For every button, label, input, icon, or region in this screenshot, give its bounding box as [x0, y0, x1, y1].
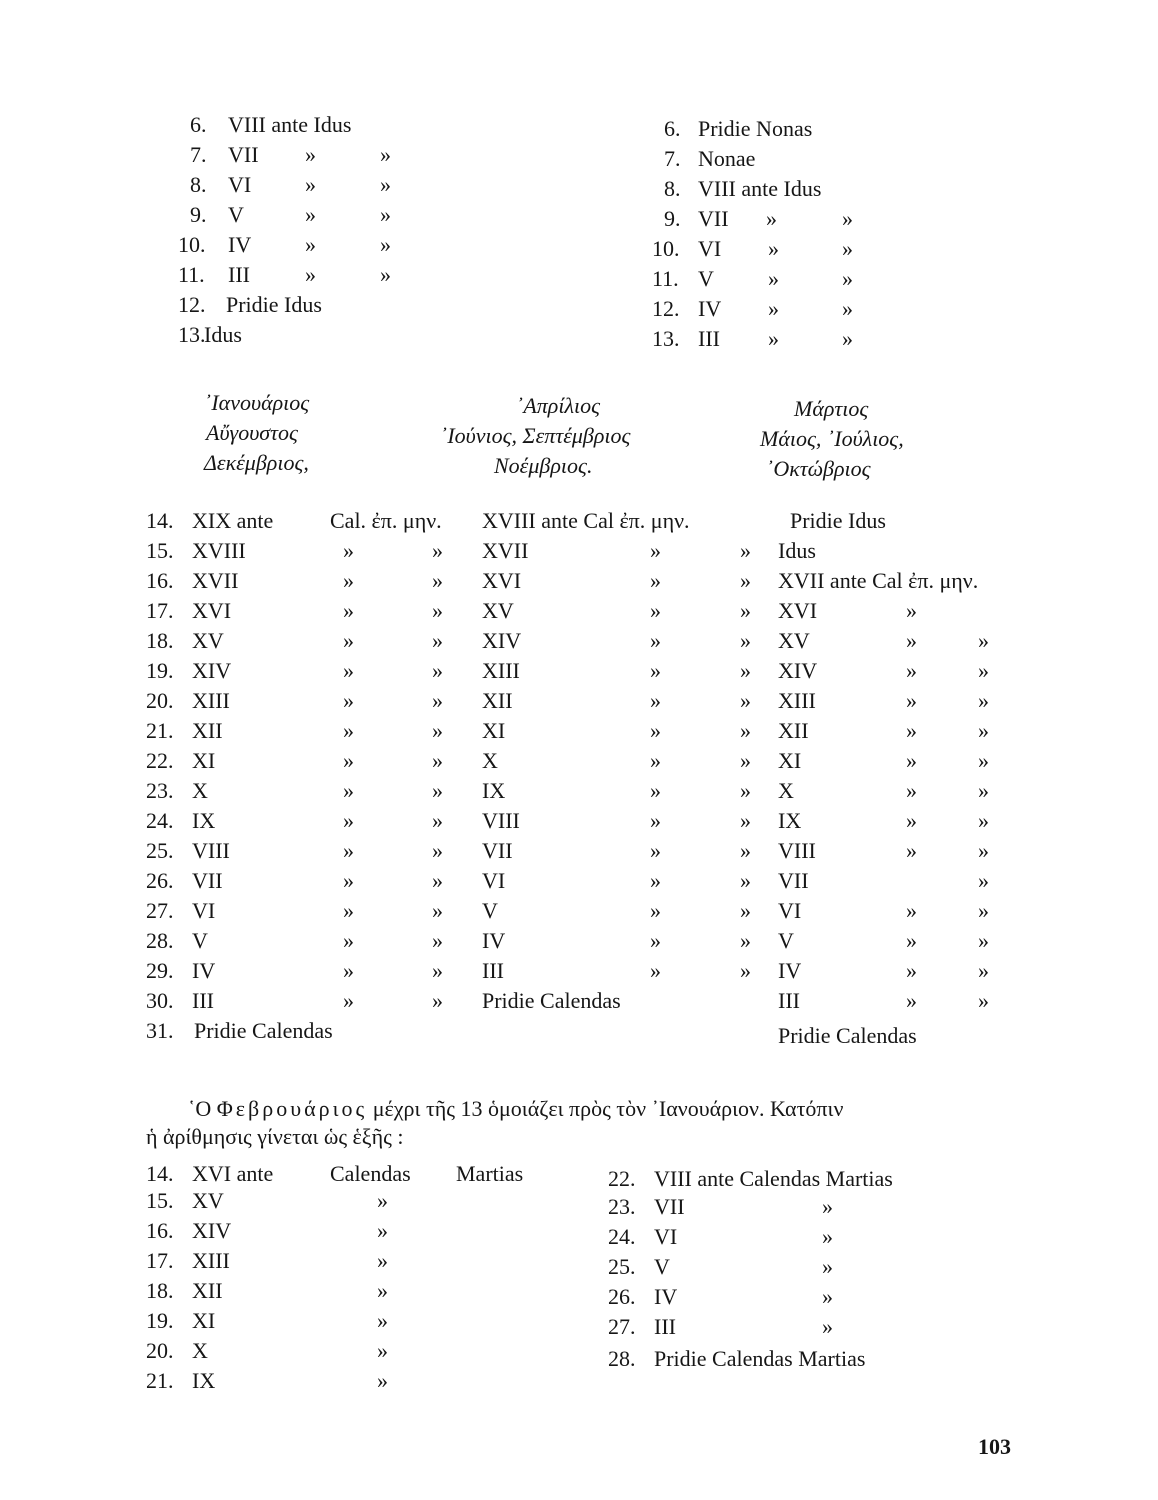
header-col3-line: ᾿Οκτώβριος: [766, 456, 871, 481]
header-col3-line: Μάρτιος: [794, 396, 869, 421]
feb-intro-line2: ἡ ἀρίθμησις γίνεται ὡς ἑξῆς :: [146, 1124, 404, 1149]
header-col3-line: Μάιος, ᾿Ιούλιος,: [760, 426, 904, 451]
header-col1-line: Αὔγουστος: [206, 420, 298, 445]
header-col1-line: ᾿Ιανουάριος: [204, 390, 310, 415]
header-col2-line: Νοέμβριος.: [494, 453, 593, 478]
header-col2-line: ᾿Ιούνιος, Σεπτέμβριος: [440, 423, 631, 448]
feb-month-name: Φεβρουάριος: [216, 1096, 368, 1121]
page-number: 103: [978, 1434, 1011, 1459]
header-col1-line: Δεκέμβριος,: [204, 450, 309, 475]
header-col2-line: ᾿Απρίλιος: [516, 393, 601, 418]
feb-intro-line1: ῾Ο Φεβρουάριος μέχρι τῆς 13 ὁμοιάζει πρὸς τὸν ᾿Ιανουάριον. Κατόπιν: [188, 1096, 844, 1121]
table-last-note: Pridie Calendas: [778, 1023, 917, 1048]
